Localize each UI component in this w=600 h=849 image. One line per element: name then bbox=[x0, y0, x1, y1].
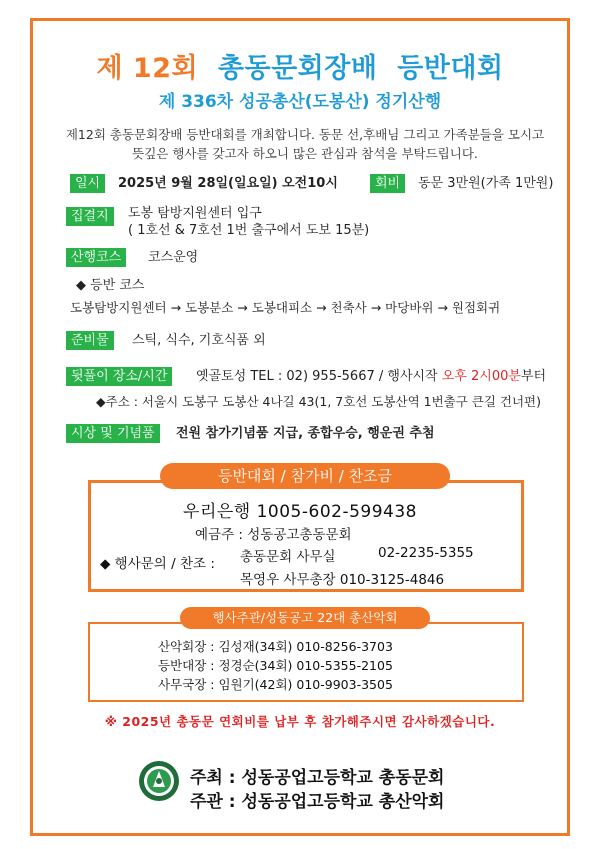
page-subtitle: 제 336차 성공총산(도봉산) 정기산행 bbox=[158, 92, 442, 112]
fee-label: 회비 bbox=[370, 174, 405, 193]
title-event: 등반대회 bbox=[397, 53, 504, 84]
title-edition: 제 12회 bbox=[96, 53, 199, 84]
prize-label: 시상 및 기념품 bbox=[66, 424, 160, 443]
course-subtitle: ◆ 등반 코스 bbox=[76, 278, 145, 293]
intro-text: 제12회 총동문회장배 등반대회를 개최합니다. 동문 선,후배님 그리고 가족분들을 모시고 뜻깊은 행사를 갖고자 하오니 많은 관심과 참석을 부탁드립니다. bbox=[65, 127, 545, 161]
contact2: 목영우 사무총장 010-3125-4846 bbox=[240, 572, 445, 588]
organizer-row: 산악회장 : 김성재(34회) 010-8256-3703 bbox=[158, 639, 393, 654]
prep-value: 스틱, 식수, 기호식품 외 bbox=[132, 333, 266, 348]
schedule-label: 일시 bbox=[70, 174, 105, 193]
page-title bbox=[0, 46, 600, 85]
organizer-row: 사무국장 : 임원기(42회) 010-9903-3505 bbox=[158, 677, 393, 692]
course-value: 코스운영 bbox=[148, 250, 199, 265]
prize-value: 전원 참가기념품 지급, 종합우승, 행운권 추첨 bbox=[176, 426, 435, 441]
notice-text: ※ 2025년 총동문 연회비를 납부 후 참가해주시면 감사하겠습니다. bbox=[104, 714, 496, 729]
contact-label: ◆ 행사문의 / 찬조 : bbox=[100, 556, 215, 572]
after-label: 뒷풀이 장소/시간 bbox=[66, 367, 172, 386]
host-operator: 주관 : 성동공업고등학교 총산악회 bbox=[190, 792, 445, 812]
meet-line1: 도봉 탐방지원센터 입구 bbox=[128, 206, 262, 221]
meet-line2: ( 1호선 & 7호선 1번 출구에서 도보 15분) bbox=[128, 223, 370, 238]
course-label: 산행코스 bbox=[66, 248, 126, 267]
after-time: 오후 2시00분 bbox=[441, 369, 521, 384]
organizer-row: 등반대장 : 정경순(34회) 010-5355-2105 bbox=[158, 658, 393, 673]
organizer-header: 행사주관/성동공고 22대 총산악회 bbox=[180, 607, 430, 629]
prep-label: 준비물 bbox=[66, 331, 114, 350]
bank-account: 우리은행 1005-602-599438 bbox=[183, 502, 417, 522]
after-time-tail: 부터 bbox=[520, 369, 547, 384]
fee-value: 동문 3만원(가족 1만원) bbox=[418, 176, 554, 191]
after-place bbox=[196, 367, 546, 386]
after-address: ◆주소 : 서울시 도봉구 도봉산 4나길 43(1, 7호선 도봉산역 1번출구 큰길 건너편) bbox=[96, 394, 542, 409]
contact1-phone: 02-2235-5355 bbox=[378, 545, 474, 561]
meet-label: 집결지 bbox=[66, 207, 114, 226]
title-name: 총동문회장배 bbox=[217, 53, 378, 84]
account-holder: 예금주 : 성동공고총동문회 bbox=[195, 527, 352, 543]
payment-header: 등반대회 / 참가비 / 찬조금 bbox=[160, 463, 450, 489]
course-route: 도봉탐방지원센터 → 도봉분소 → 도봉대피소 → 천축사 → 마당바위 → 원점회귀 bbox=[70, 300, 501, 315]
schedule-value: 2025년 9월 28일(일요일) 오전10시 bbox=[118, 176, 338, 191]
contact1-name: 총동문회 사무실 bbox=[240, 549, 336, 565]
after-place-text: 옛골토성 TEL : 02) 955-5667 / 행사시작 bbox=[196, 369, 442, 384]
host-organizer: 주최 : 성동공업고등학교 총동문회 bbox=[190, 768, 445, 788]
school-emblem-icon bbox=[138, 760, 180, 802]
